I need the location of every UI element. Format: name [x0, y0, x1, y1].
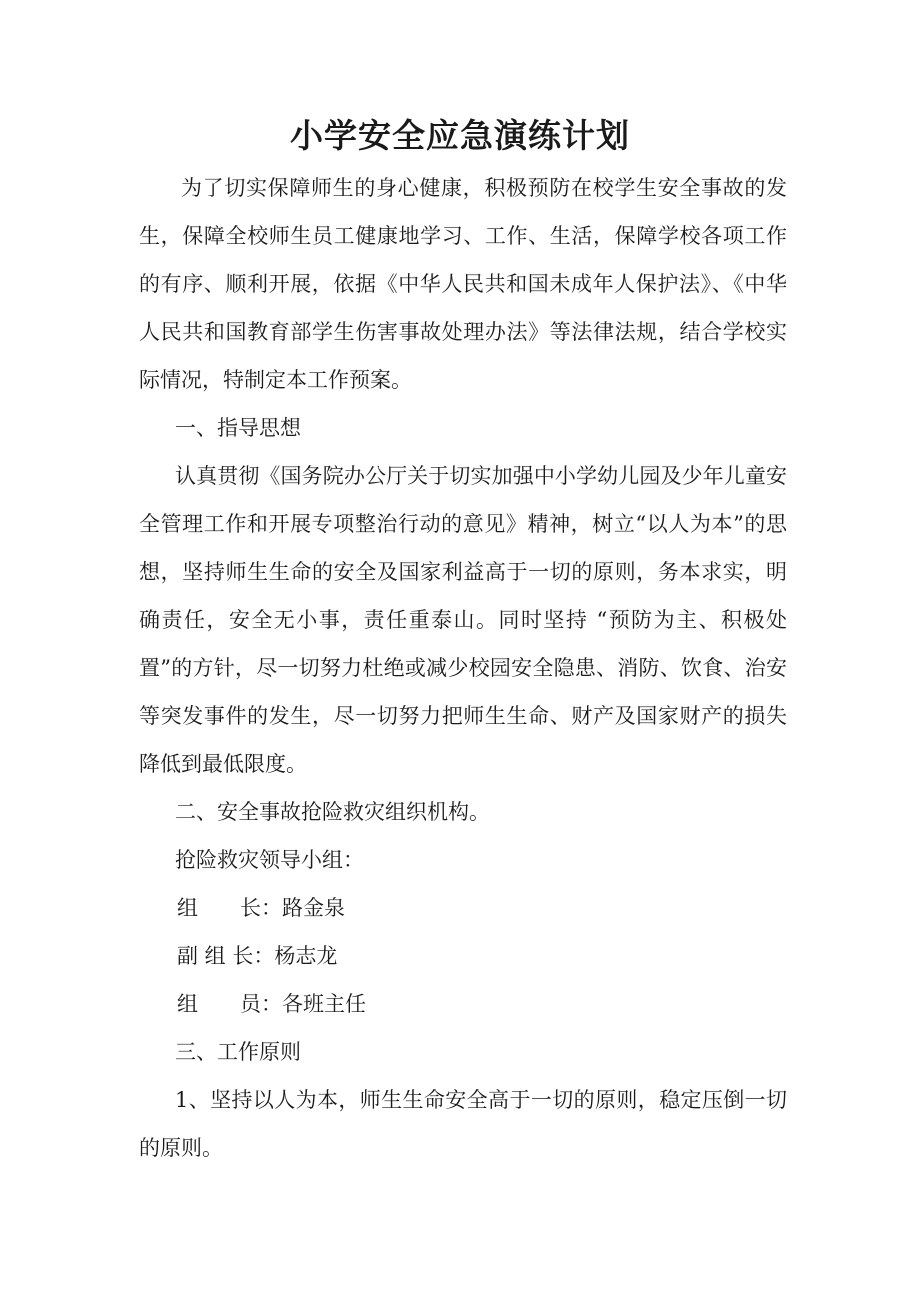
- leadership-group-label: 抢险救灾领导小组：: [175, 848, 364, 872]
- section-heading-principles: 三、工作原则: [175, 1040, 301, 1064]
- section-heading-organization: 二、安全事故抢险救灾组织机构。: [175, 800, 490, 824]
- guiding-thought-paragraph: 认真贯彻《国务院办公厅关于切实加强中小学幼儿园及少年儿童安全管理工作和开展专项整治行动的意见》精神，树立“以人为本”的思想，坚持师生生命的安全及国家利益高于一切的原则，务本求实，明确责任，安全无小事，责任重泰山。同时坚持 “预防为主、积极处置”的方针，尽一切努力杜绝或减少校园安全隐患、消防、饮食、治安等突发事件的发生，尽一切努力把师生生命、财产及国家财产的损失降低到最低限度。: [139, 464, 787, 776]
- member-members: 组 员：各班主任: [177, 992, 366, 1016]
- section-heading-guiding-thought: 一、指导思想: [175, 416, 301, 440]
- principle-item-1: 1、坚持以人为本，师生生命安全高于一切的原则，稳定压倒一切的原则。: [139, 1088, 787, 1160]
- document-title: 小学安全应急演练计划: [290, 116, 630, 155]
- member-leader: 组 长：路金泉: [177, 896, 345, 920]
- member-deputy-leader: 副 组 长：杨志龙: [177, 944, 338, 968]
- document-body: [139, 164, 787, 1172]
- intro-paragraph: 为了切实保障师生的身心健康，积极预防在校学生安全事故的发生，保障全校师生员工健康地学习、工作、生活，保障学校各项工作的有序、顺利开展，依据《中华人民共和国未成年人保护法》、《中华人民共和国教育部学生伤害事故处理办法》等法律法规，结合学校实际情况，特制定本工作预案。: [139, 176, 787, 392]
